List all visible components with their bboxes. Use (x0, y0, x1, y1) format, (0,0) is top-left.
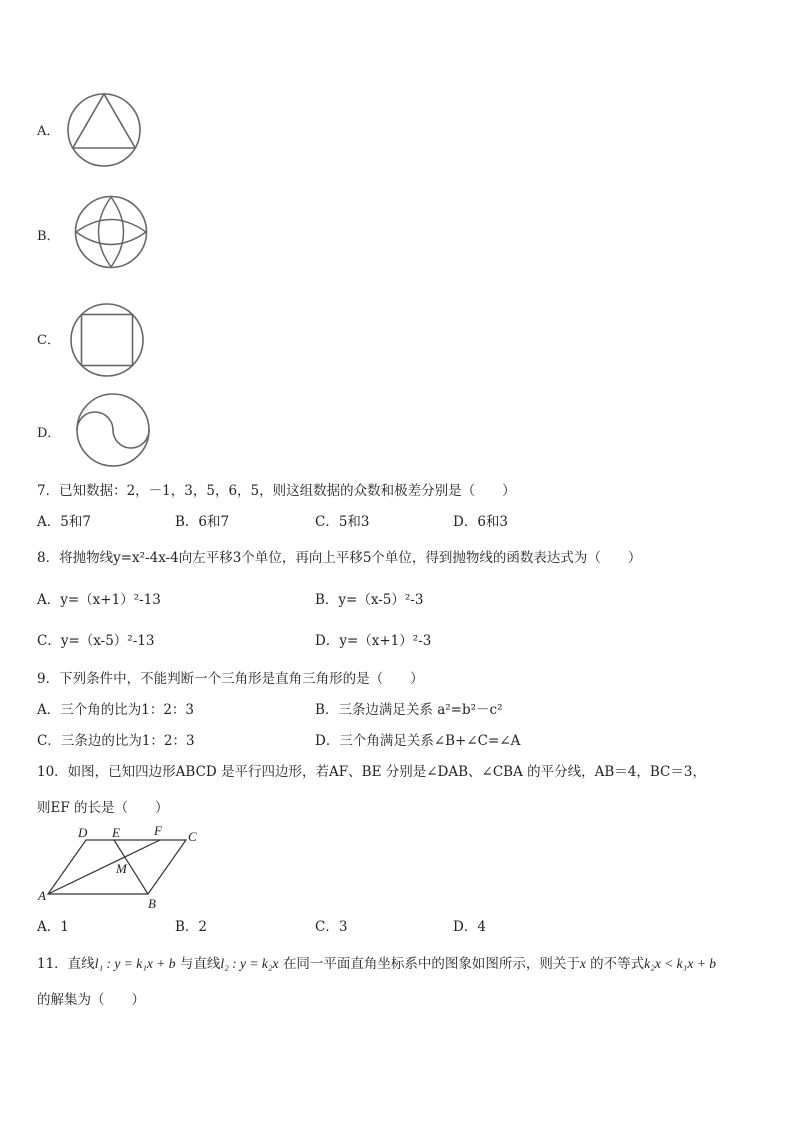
q11-inequality: k₂x < k₁x + b (644, 956, 716, 971)
question-9-stem: 9．下列条件中，不能判断一个三角形是直角三角形的是（ ） (37, 671, 424, 687)
question-8-stem: 8．将抛物线y=x²-4x-4向左平移3个单位，再向上平移5个单位，得到抛物线的函数表达式为（ ） (37, 550, 642, 566)
q8-option-b: B．y=（x-5）²-3 (315, 592, 424, 608)
q7-option-a: A．5和7 (37, 514, 91, 530)
q11-var: x (579, 956, 586, 971)
option-d-label: D． (37, 426, 61, 441)
q9-option-b: B．三条边满足关系 a²=b²－c² (315, 702, 503, 718)
q10-option-d: D．4 (453, 919, 486, 935)
circle-with-square-figure (70, 303, 144, 377)
parallelogram-figure (30, 822, 210, 910)
q9-option-c: C．三条边的比为1：2：3 (37, 733, 195, 749)
question-10-stem-line2: 则EF 的长是（ ） (37, 800, 169, 816)
q11-line-l2: l₂ : y = k₂x (220, 956, 279, 971)
circle-with-triangle-figure (66, 92, 142, 168)
q7-option-b: B．6和7 (175, 514, 230, 530)
q11-mid3: 的不等式 (585, 956, 645, 972)
label-e: E (112, 825, 120, 840)
q9-option-a: A．三个角的比为1：2：3 (37, 702, 195, 718)
q10-option-c: C．3 (315, 919, 348, 935)
q9-option-d: D．三个角满足关系∠B+∠C=∠A (315, 733, 521, 749)
option-c-label: C． (37, 333, 60, 348)
label-a: A (38, 888, 46, 903)
option-a-label: A． (37, 124, 60, 139)
q11-mid2: 在同一平面直角坐标系中的图象如图所示，则关于 (278, 956, 580, 972)
q11-line-l1: l₁ : y = k₁x + b (94, 956, 176, 971)
label-b: B (148, 896, 156, 911)
q8-option-a: A．y=（x+1）²-13 (37, 592, 161, 608)
q11-prefix: 11．直线 (37, 956, 95, 972)
label-m: M (116, 861, 127, 876)
q7-option-d: D．6和3 (453, 514, 509, 530)
label-d: D (78, 825, 88, 840)
circle-with-s-curve-figure (76, 393, 150, 467)
q10-option-b: B．2 (175, 919, 208, 935)
label-f: F (154, 823, 162, 838)
q8-option-d: D．y=（x+1）²-3 (315, 633, 432, 649)
circle-with-petals-figure (74, 195, 148, 269)
question-7-stem: 7．已知数据：2，－1，3，5，6，5，则这组数据的众数和极差分别是（ ） (37, 483, 516, 499)
q10-option-a: A．1 (37, 919, 69, 935)
q7-option-c: C．5和3 (315, 514, 370, 530)
question-10-stem-line1: 10．如图，已知四边形ABCD 是平行四边形，若AF、BE 分别是∠DAB、∠CBA 的平分线，AB＝4，BC＝3， (37, 764, 706, 780)
question-11-stem-line2: 的解集为（ ） (37, 992, 145, 1008)
label-c: C (188, 829, 197, 844)
q11-mid: 与直线 (175, 956, 221, 972)
q8-option-c: C．y=（x-5）²-13 (37, 633, 155, 649)
option-b-label: B． (37, 229, 60, 244)
question-11-stem-line1 (37, 952, 716, 972)
